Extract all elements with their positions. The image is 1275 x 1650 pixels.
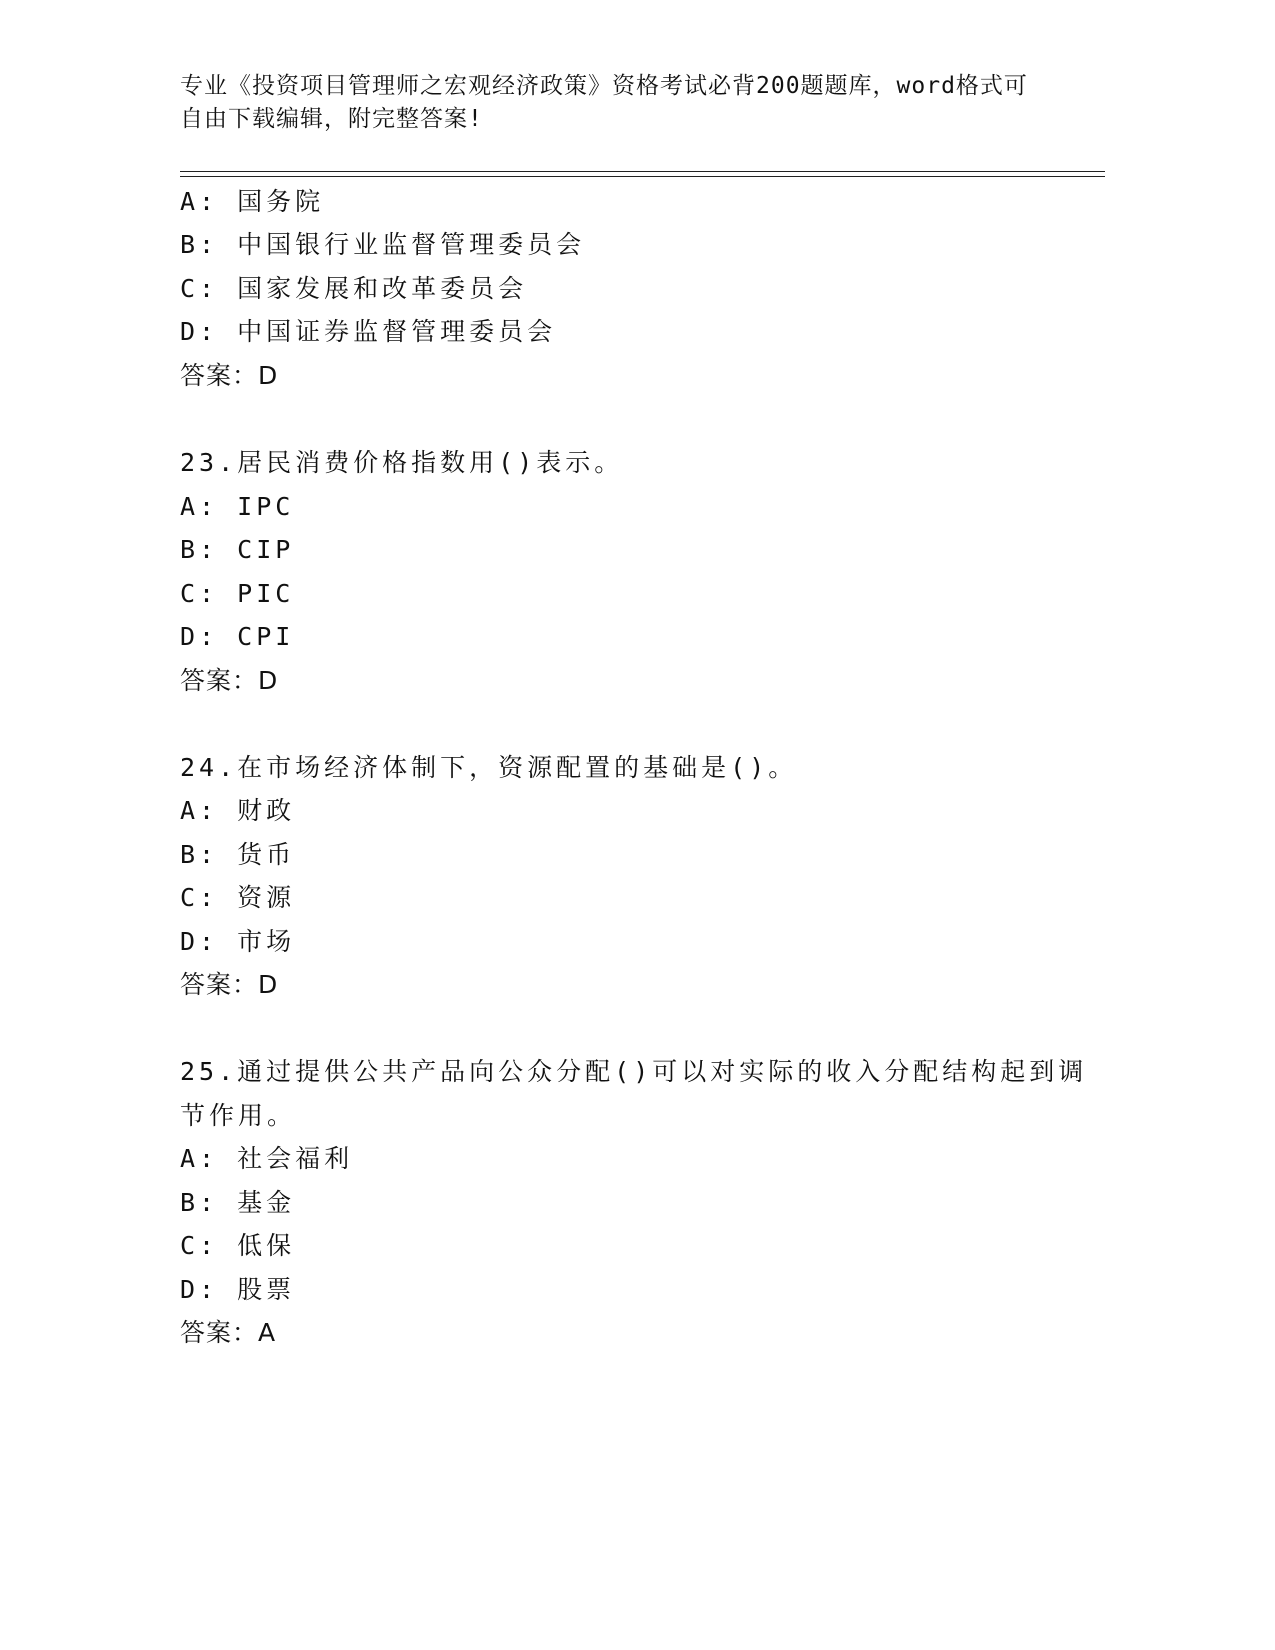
q24-question: 24.在市场经济体制下，资源配置的基础是()。 xyxy=(180,753,798,782)
q25-option-d: D: 股票 xyxy=(180,1275,296,1304)
q23-question: 23.居民消费价格指数用()表示。 xyxy=(180,448,624,477)
q25-option-b: B: 基金 xyxy=(180,1188,296,1217)
q23-option-a: A: IPC xyxy=(180,492,295,521)
header-divider-bottom xyxy=(180,176,1105,177)
header-divider-top xyxy=(180,171,1105,172)
prev-option-b: B: 中国银行业监督管理委员会 xyxy=(180,230,586,259)
q25-option-a: A: 社会福利 xyxy=(180,1144,354,1173)
document-header xyxy=(180,70,1060,136)
q23-option-b: B: CIP xyxy=(180,535,295,564)
q25-answer: 答案：A xyxy=(180,1318,277,1347)
q24-option-d: D: 市场 xyxy=(180,927,296,956)
q25-question-line-2: 节作用。 xyxy=(180,1101,297,1130)
prev-option-d: D: 中国证券监督管理委员会 xyxy=(180,317,557,346)
q24-option-b: B: 货币 xyxy=(180,840,296,869)
q25-option-c: C: 低保 xyxy=(180,1231,296,1260)
q23-answer: 答案：D xyxy=(180,666,279,695)
prev-answer: 答案：D xyxy=(180,361,279,390)
q23-option-c: C: PIC xyxy=(180,579,295,608)
prev-option-a: A: 国务院 xyxy=(180,187,325,216)
q24-option-a: A: 财政 xyxy=(180,796,296,825)
header-line-2: 自由下载编辑，附完整答案! xyxy=(180,106,483,132)
prev-option-c: C: 国家发展和改革委员会 xyxy=(180,274,528,303)
q24-option-c: C: 资源 xyxy=(180,883,296,912)
q23-option-d: D: CPI xyxy=(180,622,295,651)
q25-question-line-1: 25.通过提供公共产品向公众分配()可以对实际的收入分配结构起到调 xyxy=(180,1057,1088,1086)
q24-answer: 答案：D xyxy=(180,970,279,999)
header-line-1: 专业《投资项目管理师之宏观经济政策》资格考试必背200题题库，word格式可 xyxy=(180,73,1028,99)
